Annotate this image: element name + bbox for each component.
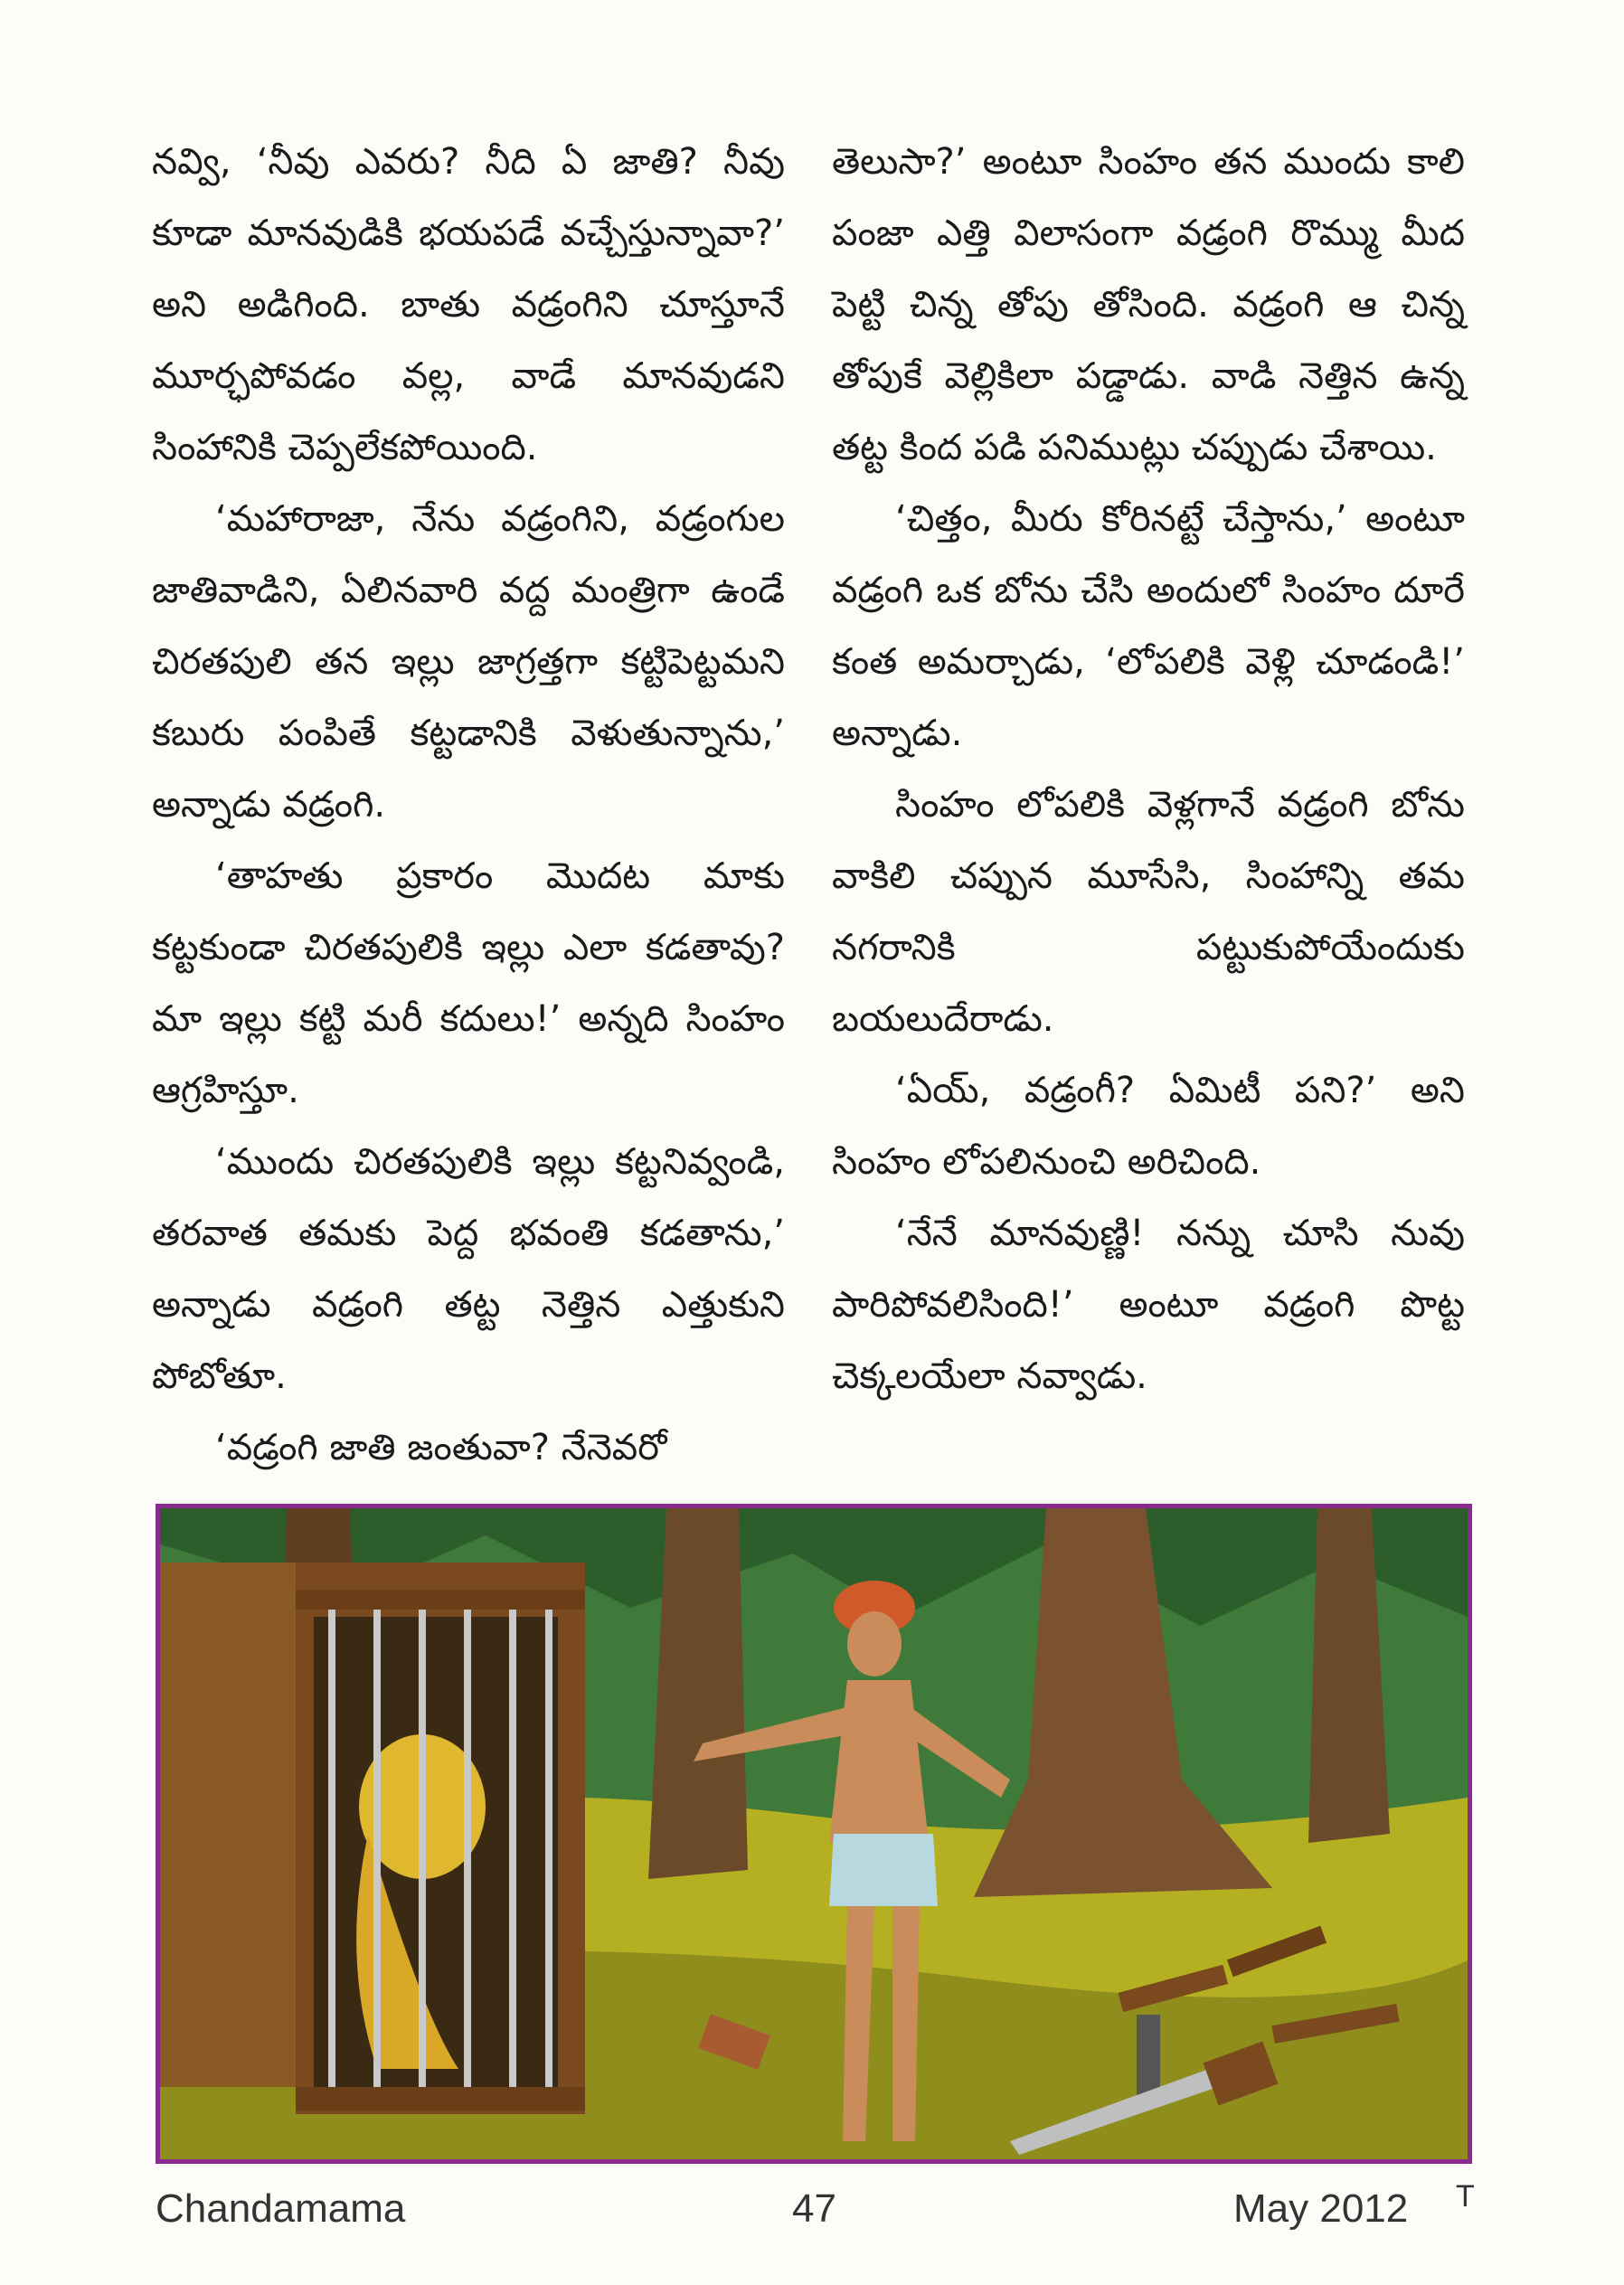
right-text-column: [832, 127, 1465, 1412]
magazine-name: Chandamama: [156, 2186, 406, 2231]
paragraph: ‘చిత్తం, మీరు కోరినట్టే చేస్తాను,’ అంటూ వడ్రంగి ఒక బోను చేసి అందులో సింహం దూరే కంత అమర్చాడు, ‘లోపలికి వెళ్లి చూడండి!’ అన్నాడు.: [832, 498, 1465, 754]
paragraph: ‘తాహతు ప్రకారం మొదట మాకు కట్టకుండా చిరతపులికి ఇల్లు ఎలా కడతావు? మా ఇల్లు కట్టి మరీ కదులు!’ అన్నది సింహం ఆగ్రహిస్తూ.: [152, 855, 785, 1111]
page-footer: [0, 2179, 1624, 2252]
paragraph: ‘నేనే మానవుణ్ణి! నన్ను చూసి నువు పారిపోవలిసింది!’ అంటూ వడ్రంగి పొట్ట చెక్కలయేలా నవ్వాడు.: [832, 1213, 1465, 1397]
left-text-column: [152, 127, 785, 1484]
paragraph: తెలుసా?’ అంటూ సింహం తన ముందు కాలి పంజా ఎత్తి విలాసంగా వడ్రంగి రొమ్ము మీద పెట్టి చిన్న తోపు తోసింది. వడ్రంగి ఆ చిన్న తోపుకే వెల్లికిలా పడ్డాడు. వాడి నెత్తిన ఉన్న తట్ట కింద పడి పనిముట్లు చప్పుడు చేశాయి.: [832, 141, 1465, 468]
lion-in-cage-icon: [160, 1563, 585, 2114]
illustration-drawing: [160, 1508, 1468, 2159]
issue-date: May 2012: [1233, 2186, 1409, 2231]
corner-mark: T: [1456, 2179, 1475, 2214]
story-illustration: [156, 1504, 1472, 2164]
paragraph: నవ్వి, ‘నీవు ఎవరు? నీది ఏ జాతి? నీవు కూడా మానవుడికి భయపడే వచ్చేస్తున్నావా?’ అని అడిగింది. బాతు వడ్రంగిని చూస్తూనే మూర్ఛపోవడం వల్ల, వాడే మానవుడని సింహానికి చెప్పలేకపోయింది.: [152, 141, 785, 468]
paragraph: ‘ఏయ్, వడ్రంగీ? ఏమిటీ పని?’ అని సింహం లోపలినుంచి అరిచింది.: [832, 1070, 1465, 1183]
paragraph: సింహం లోపలికి వెళ్లగానే వడ్రంగి బోను వాకిలి చప్పున మూసేసి, సింహాన్ని తమ నగరానికి పట్టుకుపోయేందుకు బయలుదేరాడు.: [832, 784, 1465, 1040]
paragraph: ‘వడ్రంగి జాతి జంతువా? నేనెవరో: [215, 1427, 667, 1468]
paragraph: ‘ముందు చిరతపులికి ఇల్లు కట్టనివ్వండి, తరవాత తమకు పెద్ద భవంతి కడతాను,’ అన్నాడు వడ్రంగి తట్ట నెత్తిన ఎత్తుకుని పోబోతూ.: [152, 1141, 785, 1397]
page-number: 47: [792, 2186, 836, 2231]
paragraph: ‘మహారాజా, నేను వడ్రంగిని, వడ్రంగుల జాతివాడిని, ఏలినవారి వద్ద మంత్రిగా ఉండే చిరతపులి తన ఇల్లు జాగ్రత్తగా కట్టిపెట్టమని కబురు పంపితే కట్టడానికి వెళుతున్నాను,’ అన్నాడు వడ్రంగి.: [152, 498, 785, 826]
